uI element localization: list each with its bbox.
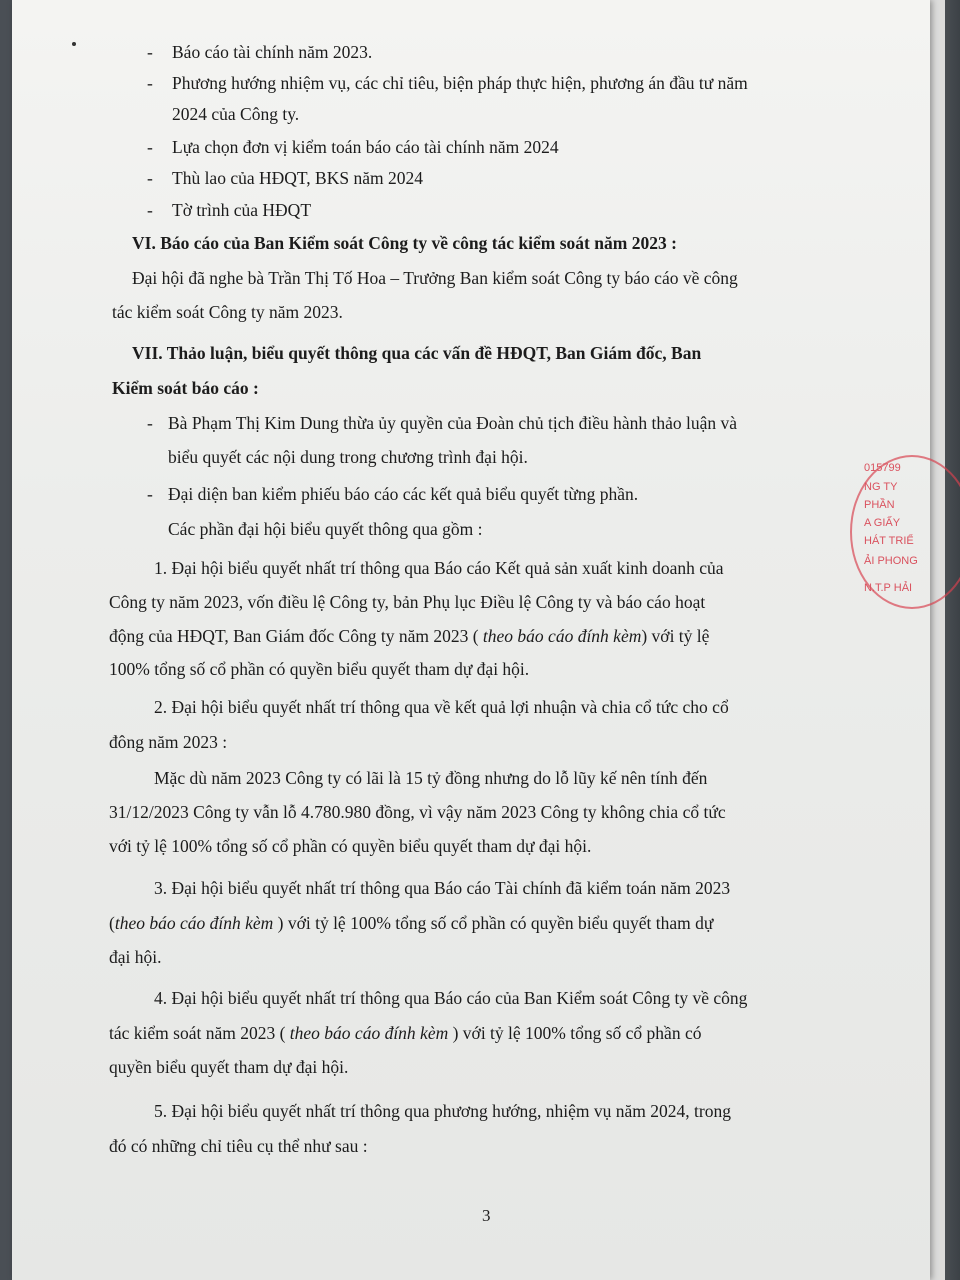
item-1-cont-3: 100% tổng số cổ phần có quyền biểu quyết tham dự đại hội.	[109, 659, 530, 679]
attachment-note: theo báo cáo đính kèm	[289, 1023, 449, 1043]
dash-bullet: -	[147, 200, 153, 220]
company-seal-stamp	[850, 455, 930, 605]
item-2-detail-cont: 31/12/2023 Công ty vẫn lỗ 4.780.980 đồng, vì vậy năm 2023 Công ty không chia cổ tức	[109, 802, 726, 822]
agenda-item-5: Tờ trình của HĐQT	[172, 200, 312, 220]
item-5: 5. Đại hội biểu quyết nhất trí thông qua phương hướng, nhiệm vụ năm 2024, trong	[154, 1101, 731, 1121]
dash-bullet: -	[147, 413, 153, 433]
bullet-discussion-cont: biểu quyết các nội dung trong chương trình đại hội.	[168, 447, 528, 467]
section-vi-text: Đại hội đã nghe bà Trần Thị Tố Hoa – Trưởng Ban kiểm soát Công ty báo cáo về công	[132, 268, 738, 288]
item-2-detail-cont-2: với tỷ lệ 100% tổng số cổ phần có quyền biểu quyết tham dự đại hội.	[109, 836, 592, 856]
item-3-cont-2: đại hội.	[109, 947, 162, 967]
attachment-note: theo báo cáo đính kèm	[114, 913, 274, 933]
item-1-cont: Công ty năm 2023, vốn điều lệ Công ty, bản Phụ lục Điều lệ Công ty và báo cáo hoạt	[109, 592, 706, 612]
items-intro: Các phần đại hội biểu quyết thông qua gồm :	[168, 519, 483, 539]
agenda-item-2: Phương hướng nhiệm vụ, các chỉ tiêu, biện pháp thực hiện, phương án đầu tư năm	[172, 73, 748, 93]
punch-mark	[72, 42, 76, 46]
agenda-item-1: Báo cáo tài chính năm 2023.	[172, 42, 373, 62]
dash-bullet: -	[147, 42, 153, 62]
stamp-text: A GIẤY	[864, 517, 901, 529]
stamp-text: HÁT TRIỂ	[864, 535, 914, 547]
document-page	[12, 0, 930, 1280]
item-4-cont: tác kiểm soát năm 2023 ( theo báo cáo đính kèm ) với tỷ lệ 100% tổng số cổ phần có	[109, 1023, 702, 1043]
dash-bullet: -	[147, 168, 153, 188]
item-2-detail: Mặc dù năm 2023 Công ty có lãi là 15 tỷ đồng nhưng do lỗ lũy kế nên tính đến	[154, 768, 708, 788]
section-vii-heading: VII. Thảo luận, biểu quyết thông qua các vấn đề HĐQT, Ban Giám đốc, Ban	[132, 343, 702, 363]
agenda-item-3: Lựa chọn đơn vị kiểm toán báo cáo tài chính năm 2024	[172, 137, 559, 157]
section-vi-text-cont: tác kiểm soát Công ty năm 2023.	[112, 302, 343, 322]
item-1-cont-2: động của HĐQT, Ban Giám đốc Công ty năm 2023 ( theo báo cáo đính kèm) với tỷ lệ	[109, 626, 710, 646]
item-2: 2. Đại hội biểu quyết nhất trí thông qua về kết quả lợi nhuận và chia cổ tức cho cổ	[154, 697, 729, 717]
page-number: 3	[482, 1206, 491, 1225]
stamp-text: 015799	[864, 462, 901, 474]
section-vii-heading-cont: Kiểm soát báo cáo :	[112, 378, 259, 398]
stamp-text: NG TY	[864, 481, 898, 493]
item-4: 4. Đại hội biểu quyết nhất trí thông qua Báo cáo của Ban Kiểm soát Công ty về công	[154, 988, 748, 1008]
bullet-discussion: Bà Phạm Thị Kim Dung thừa ủy quyền của Đoàn chủ tịch điều hành thảo luận và	[168, 413, 738, 433]
dash-bullet: -	[147, 137, 153, 157]
bullet-vote-count: Đại diện ban kiểm phiếu báo cáo các kết quả biểu quyết từng phần.	[168, 484, 639, 504]
stamp-text: N.T.P HẢI	[864, 582, 913, 594]
item-5-cont: đó có những chỉ tiêu cụ thể như sau :	[109, 1136, 368, 1156]
attachment-note: theo báo cáo đính kèm	[482, 626, 642, 646]
item-1: 1. Đại hội biểu quyết nhất trí thông qua Báo cáo Kết quả sản xuất kinh doanh của	[154, 558, 724, 578]
dash-bullet: -	[147, 73, 153, 93]
stamp-text: PHẦN	[864, 499, 895, 511]
dash-bullet: -	[147, 484, 153, 504]
agenda-item-4: Thù lao của HĐQT, BKS năm 2024	[172, 168, 423, 188]
section-vi-heading: VI. Báo cáo của Ban Kiểm soát Công ty về công tác kiểm soát năm 2023 :	[132, 233, 677, 253]
item-3: 3. Đại hội biểu quyết nhất trí thông qua Báo cáo Tài chính đã kiểm toán năm 2023	[154, 878, 731, 898]
stamp-text: ẢI PHONG	[864, 555, 918, 567]
item-4-cont-2: quyền biểu quyết tham dự đại hội.	[109, 1057, 349, 1077]
agenda-item-2-cont: 2024 của Công ty.	[172, 104, 300, 124]
item-3-cont: (theo báo cáo đính kèm ) với tỷ lệ 100% tổng số cổ phần có quyền biểu quyết tham dự	[109, 913, 714, 933]
item-2-cont: đông năm 2023 :	[109, 732, 228, 752]
